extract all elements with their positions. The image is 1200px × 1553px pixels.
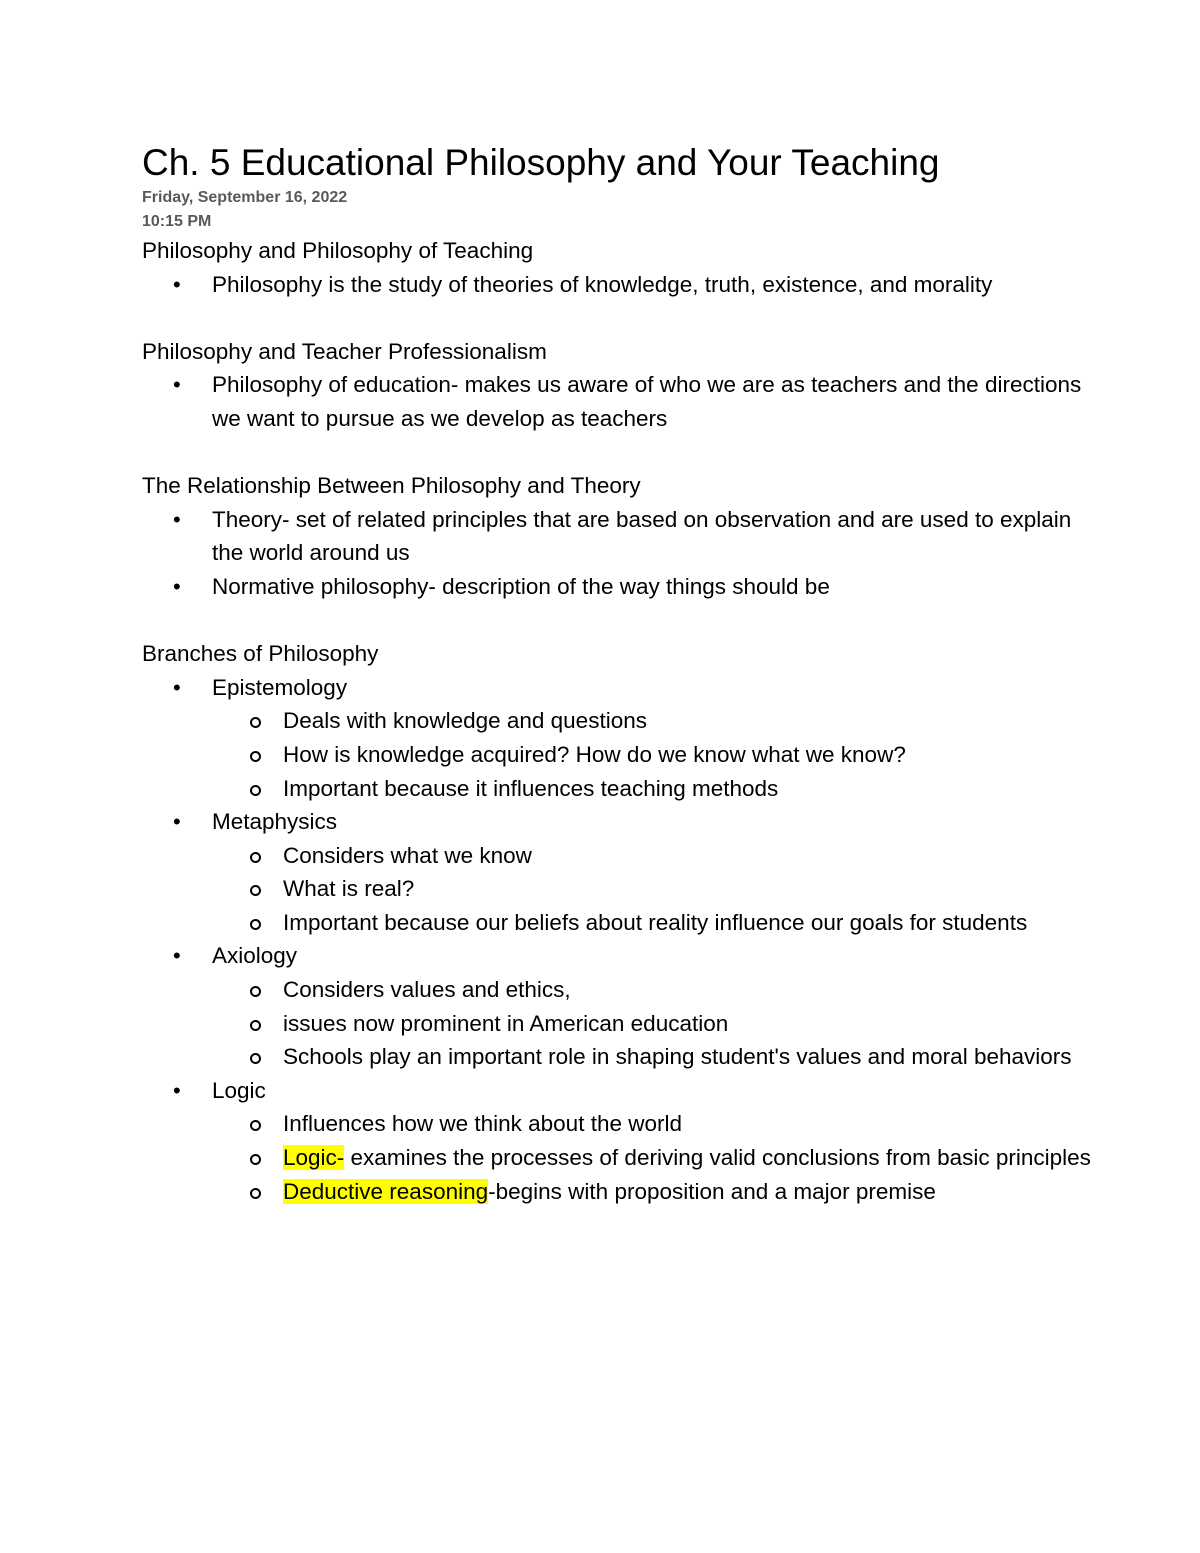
- section-heading: Philosophy and Teacher Professionalism: [142, 338, 547, 364]
- circle-bullet-icon: [250, 1120, 261, 1131]
- bullet-icon: •: [173, 809, 181, 835]
- bullet-list: [142, 368, 1102, 435]
- list-item-text: Epistemology: [212, 674, 348, 700]
- section-heading: Branches of Philosophy: [142, 641, 379, 667]
- bullet-list: [142, 671, 1102, 1209]
- list-item-text: Philosophy is the study of theories of knowledge, truth, existence, and morality: [212, 271, 993, 297]
- list-item-epistemology: [142, 671, 1102, 805]
- sub-list-item: [212, 1040, 1102, 1074]
- circle-bullet-icon: [250, 852, 261, 863]
- section-branches-of-philosophy: [142, 637, 1102, 1208]
- sub-list-item: [212, 738, 1102, 772]
- sub-list: [212, 704, 1102, 805]
- sub-list: [212, 839, 1102, 940]
- list-item-logic: [142, 1074, 1102, 1208]
- bullet-icon: •: [173, 943, 181, 969]
- list-item-text: Philosophy of education- makes us aware of who we are as teachers and the directions we want to pursue as we develop as teachers: [212, 372, 1082, 431]
- circle-bullet-icon: [250, 1154, 261, 1165]
- sub-item-text: Important because it influences teaching methods: [283, 775, 779, 801]
- sub-list-item: [212, 1107, 1102, 1141]
- section-heading: Philosophy and Philosophy of Teaching: [142, 238, 534, 263]
- bullet-icon: •: [173, 573, 181, 599]
- circle-bullet-icon: [250, 919, 261, 930]
- note-page: [142, 140, 1102, 1208]
- highlighted-term: Logic-: [283, 1145, 345, 1171]
- circle-bullet-icon: [250, 785, 261, 796]
- sub-item-text: Important because our beliefs about reality influence our goals for students: [283, 909, 1028, 935]
- circle-bullet-icon: [250, 1020, 261, 1031]
- bullet-icon: •: [173, 271, 181, 297]
- sub-item-text: Influences how we think about the world: [283, 1111, 682, 1137]
- list-item-text: Axiology: [212, 943, 298, 969]
- sub-item-text: -begins with proposition and a major premise: [488, 1178, 936, 1204]
- sub-item-text: Schools play an important role in shaping student's values and moral behaviors: [283, 1044, 1072, 1070]
- list-item-text: Logic: [212, 1077, 266, 1103]
- sub-list-item: [212, 839, 1102, 873]
- sub-item-text: Considers what we know: [283, 842, 532, 868]
- sub-list-item: [212, 1141, 1102, 1175]
- sub-list-item: [212, 1007, 1102, 1041]
- circle-bullet-icon: [250, 1188, 261, 1199]
- note-time: 10:15 PM: [142, 213, 212, 230]
- highlighted-term: Deductive reasoning: [283, 1178, 489, 1204]
- sub-list-item: [212, 872, 1102, 906]
- circle-bullet-icon: [250, 986, 261, 997]
- section-teacher-professionalism: [142, 335, 1102, 436]
- sub-list: [212, 1107, 1102, 1208]
- bullet-icon: •: [173, 372, 181, 398]
- circle-bullet-icon: [250, 1053, 261, 1064]
- circle-bullet-icon: [250, 885, 261, 896]
- sub-list-item: [212, 704, 1102, 738]
- sub-item-text: How is knowledge acquired? How do we know what we know?: [283, 741, 906, 767]
- sub-list-item: [212, 1175, 1102, 1209]
- list-item-text: Theory- set of related principles that are based on observation and are used to explain the world around us: [212, 506, 1072, 566]
- section-heading: The Relationship Between Philosophy and Theory: [142, 473, 641, 499]
- sub-list-item: [212, 906, 1102, 940]
- sub-item-text: issues now prominent in American education: [283, 1010, 729, 1036]
- sub-item-text: Considers values and ethics,: [283, 977, 571, 1003]
- circle-bullet-icon: [250, 717, 261, 728]
- bullet-icon: •: [173, 1077, 181, 1103]
- section-philosophy-of-teaching: [142, 234, 1102, 301]
- list-item-text: Metaphysics: [212, 809, 338, 835]
- sub-item-text: Deals with knowledge and questions: [283, 708, 647, 734]
- list-item: [142, 268, 1102, 302]
- circle-bullet-icon: [250, 751, 261, 762]
- sub-list-item: [212, 973, 1102, 1007]
- list-item: [142, 503, 1102, 570]
- list-item: [142, 368, 1102, 435]
- section-philosophy-and-theory: [142, 469, 1102, 603]
- page-title: Ch. 5 Educational Philosophy and Your Teaching: [142, 142, 940, 183]
- bullet-list: [142, 268, 1102, 302]
- sub-item-text: examines the processes of deriving valid conclusions from basic principles: [344, 1145, 1091, 1171]
- sub-list: [212, 973, 1102, 1074]
- list-item-axiology: [142, 939, 1102, 1073]
- bullet-icon: •: [173, 674, 181, 700]
- sub-item-text: What is real?: [283, 876, 415, 902]
- note-date: Friday, September 16, 2022: [142, 189, 348, 206]
- list-item-text: Normative philosophy- description of the way things should be: [212, 573, 830, 599]
- list-item: [142, 570, 1102, 604]
- sub-list-item: [212, 772, 1102, 806]
- list-item-metaphysics: [142, 805, 1102, 939]
- bullet-icon: •: [173, 506, 181, 532]
- bullet-list: [142, 503, 1102, 604]
